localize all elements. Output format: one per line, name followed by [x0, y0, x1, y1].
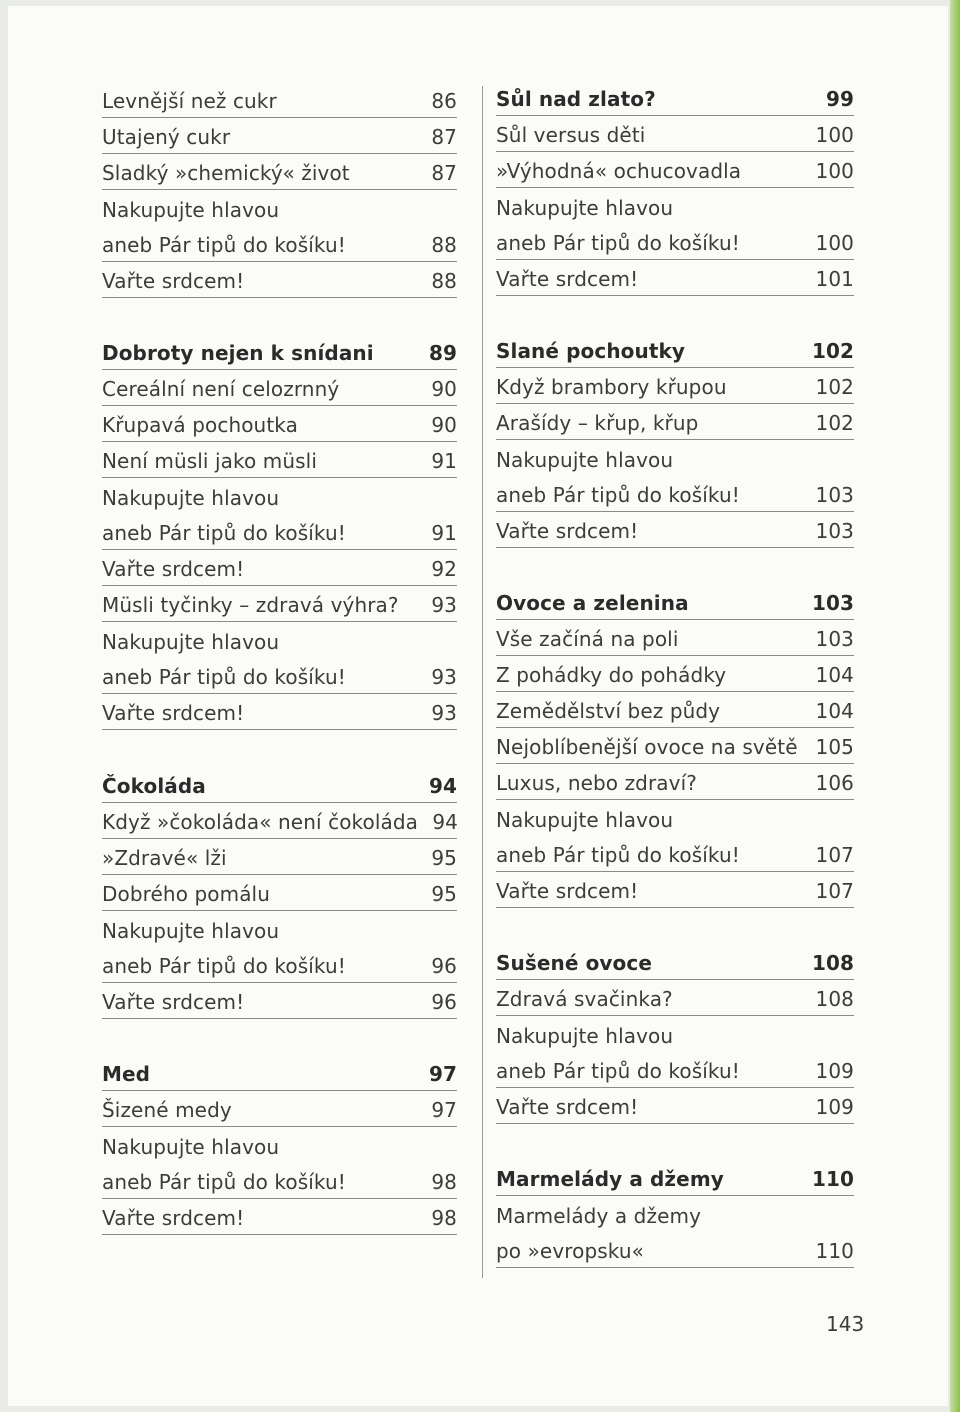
toc-entry-title: aneb Pár tipů do košíku! [496, 231, 740, 255]
toc-entry-page: 90 [431, 377, 457, 401]
toc-entry-title: »Zdravé« lži [102, 846, 227, 870]
toc-entry-page: 88 [431, 269, 457, 293]
toc-entry[interactable] [496, 260, 854, 296]
toc-entry-title: Šizené medy [102, 1098, 232, 1122]
toc-entry[interactable] [102, 875, 457, 911]
toc-entry[interactable] [102, 226, 457, 262]
toc-entry-title: Když brambory křupou [496, 375, 727, 399]
toc-entry-page: 108 [811, 951, 854, 975]
toc-entry-title: aneb Pár tipů do košíku! [496, 1059, 740, 1083]
toc-entry-title: Sůl versus děti [496, 123, 646, 147]
toc-entry[interactable] [496, 800, 854, 836]
toc-entry-title: Nejoblíbenější ovoce na světě [496, 735, 798, 759]
toc-entry-page: 95 [431, 846, 457, 870]
toc-entry-title: Nakupujte hlavou [102, 198, 280, 222]
toc-entry[interactable] [496, 692, 854, 728]
column-divider [482, 86, 483, 1278]
toc-entry-page: 109 [815, 1095, 854, 1119]
toc-entry-title: Když »čokoláda« není čokoláda [102, 810, 419, 834]
toc-entry-title: Arašídy – křup, křup [496, 411, 699, 435]
toc-entry-page: 91 [431, 521, 457, 545]
toc-entry-page: 93 [431, 665, 457, 689]
toc-entry[interactable] [496, 1016, 854, 1052]
toc-section-heading[interactable] [496, 584, 854, 620]
toc-entry-page [417, 943, 457, 947]
toc-entry[interactable] [496, 1196, 854, 1232]
toc-entry-page [417, 510, 457, 514]
toc-entry[interactable] [102, 694, 457, 730]
toc-entry-title: Nakupujte hlavou [102, 1135, 280, 1159]
toc-entry-title: Nakupujte hlavou [496, 1024, 674, 1048]
toc-entry-page: 94 [428, 774, 457, 798]
toc-entry[interactable] [496, 476, 854, 512]
toc-entry-page: 97 [431, 1098, 457, 1122]
toc-section-heading[interactable] [102, 1055, 457, 1091]
toc-section [102, 82, 457, 298]
toc-section-heading[interactable] [496, 332, 854, 368]
toc-entry-page: 105 [815, 735, 854, 759]
toc-entry-page: 96 [431, 990, 457, 1014]
toc-entry[interactable] [102, 190, 457, 226]
toc-entry[interactable] [496, 1052, 854, 1088]
toc-entry[interactable] [496, 728, 854, 764]
toc-entry-title: Ovoce a zelenina [496, 591, 689, 615]
toc-entry-title: Nakupujte hlavou [102, 919, 280, 943]
toc-entry[interactable] [102, 154, 457, 190]
toc-section-heading[interactable] [496, 944, 854, 980]
toc-entry-title: aneb Pár tipů do košíku! [102, 233, 346, 257]
toc-entry-page [417, 222, 457, 226]
toc-entry-title: Slané pochoutky [496, 339, 686, 363]
toc-entry-page: 97 [428, 1062, 457, 1086]
toc-entry-page: 98 [431, 1206, 457, 1230]
toc-entry[interactable] [496, 872, 854, 908]
toc-entry-page: 92 [431, 557, 457, 581]
toc-entry-page: 91 [431, 449, 457, 473]
page-number: 143 [826, 1312, 865, 1336]
toc-entry-title: Vařte srdcem! [102, 269, 245, 293]
toc-entry-title: Dobroty nejen k snídani [102, 341, 374, 365]
toc-entry[interactable] [102, 82, 457, 118]
toc-entry[interactable] [102, 839, 457, 875]
toc-entry-page: 104 [815, 699, 854, 723]
toc-entry-page: 103 [811, 591, 854, 615]
toc-entry[interactable] [102, 514, 457, 550]
toc-section-heading[interactable] [496, 80, 854, 116]
toc-entry[interactable] [496, 620, 854, 656]
toc-entry-title: Vařte srdcem! [496, 879, 639, 903]
toc-entry-page: 87 [431, 125, 457, 149]
toc-entry[interactable] [102, 911, 457, 947]
toc-entry-page: 94 [432, 810, 459, 834]
toc-entry-title: Nakupujte hlavou [496, 196, 674, 220]
toc-entry-title: Nakupujte hlavou [102, 486, 280, 510]
toc-entry-page [417, 1159, 457, 1163]
toc-entry-page: 103 [815, 627, 854, 651]
toc-entry-page [814, 1228, 854, 1232]
toc-section-heading[interactable] [102, 767, 457, 803]
toc-section [496, 332, 854, 548]
toc-entry-page: 102 [815, 375, 854, 399]
toc-entry[interactable] [102, 406, 457, 442]
toc-entry-page: 109 [815, 1059, 854, 1083]
toc-entry-page: 107 [815, 879, 854, 903]
toc-entry-page: 103 [815, 519, 854, 543]
toc-entry-title: aneb Pár tipů do košíku! [102, 954, 346, 978]
toc-entry-page [814, 472, 854, 476]
toc-entry[interactable] [496, 512, 854, 548]
toc-entry-title: Nakupujte hlavou [102, 630, 280, 654]
toc-entry[interactable] [102, 118, 457, 154]
toc-entry-title: po »evropsku« [496, 1239, 644, 1263]
toc-entry[interactable] [102, 1127, 457, 1163]
toc-entry-page: 107 [815, 843, 854, 867]
toc-entry-title: Med [102, 1062, 151, 1086]
toc-entry-title: Nakupujte hlavou [496, 448, 674, 472]
toc-entry-page: 93 [431, 593, 457, 617]
toc-entry-title: Sušené ovoce [496, 951, 653, 975]
toc-entry[interactable] [496, 152, 854, 188]
toc-entry[interactable] [102, 983, 457, 1019]
toc-entry-page: 87 [431, 161, 457, 185]
toc-entry[interactable] [496, 116, 854, 152]
toc-entry[interactable] [496, 224, 854, 260]
toc-entry-title: aneb Pár tipů do košíku! [102, 1170, 346, 1194]
toc-entry-title: Sladký »chemický« život [102, 161, 350, 185]
toc-entry[interactable] [496, 1088, 854, 1124]
toc-entry[interactable] [496, 764, 854, 800]
toc-section [102, 767, 457, 1019]
toc-entry-page: 106 [815, 771, 854, 795]
toc-section [496, 944, 854, 1124]
toc-entry-title: Z pohádky do pohádky [496, 663, 727, 687]
toc-entry-title: Vařte srdcem! [496, 519, 639, 543]
toc-entry-title: Vařte srdcem! [102, 701, 245, 725]
page-edge-green [950, 0, 960, 1412]
toc-entry-page: 96 [431, 954, 457, 978]
toc-entry-title: Müsli tyčinky – zdravá výhra? [102, 593, 399, 617]
toc-entry-page: 100 [815, 231, 854, 255]
toc-entry[interactable] [102, 370, 457, 406]
toc-entry[interactable] [102, 803, 457, 839]
toc-entry-title: aneb Pár tipů do košíku! [102, 521, 346, 545]
toc-entry-page [814, 1048, 854, 1052]
toc-entry-page: 108 [815, 987, 854, 1011]
toc-entry[interactable] [496, 368, 854, 404]
toc-entry-title: Levnější než cukr [102, 89, 277, 113]
toc-entry-page: 88 [431, 233, 457, 257]
toc-entry-title: Křupavá pochoutka [102, 413, 298, 437]
toc-entry-page: 100 [815, 123, 854, 147]
toc-entry-title: Není müsli jako müsli [102, 449, 317, 473]
toc-entry[interactable] [496, 1232, 854, 1268]
toc-entry[interactable] [102, 442, 457, 478]
toc-entry[interactable] [102, 478, 457, 514]
toc-entry-title: Nakupujte hlavou [496, 808, 674, 832]
toc-entry[interactable] [102, 1199, 457, 1235]
toc-entry-title: »Výhodná« ochucovadla [496, 159, 742, 183]
toc-entry[interactable] [496, 404, 854, 440]
toc-entry[interactable] [496, 188, 854, 224]
toc-entry[interactable] [102, 550, 457, 586]
toc-entry-title: aneb Pár tipů do košíku! [496, 483, 740, 507]
toc-entry-page: 104 [815, 663, 854, 687]
toc-entry-page: 86 [431, 89, 457, 113]
toc-entry[interactable] [102, 622, 457, 658]
toc-entry-title: Vařte srdcem! [102, 557, 245, 581]
toc-entry-page: 102 [815, 411, 854, 435]
toc-section-heading[interactable] [496, 1160, 854, 1196]
toc-entry[interactable] [496, 980, 854, 1016]
toc-entry[interactable] [102, 586, 457, 622]
toc-entry-page: 102 [811, 339, 854, 363]
toc-entry-title: Utajený cukr [102, 125, 231, 149]
toc-entry-title: Vařte srdcem! [102, 990, 245, 1014]
toc-entry-page: 90 [431, 413, 457, 437]
toc-entry-page: 95 [431, 882, 457, 906]
toc-entry[interactable] [102, 947, 457, 983]
toc-entry-page [417, 654, 457, 658]
toc-entry-title: Zdravá svačinka? [496, 987, 673, 1011]
toc-entry[interactable] [102, 658, 457, 694]
toc-entry-title: Luxus, nebo zdraví? [496, 771, 697, 795]
toc-entry-title: Vše začíná na poli [496, 627, 679, 651]
toc-entry-title: aneb Pár tipů do košíku! [496, 843, 740, 867]
toc-entry[interactable] [496, 836, 854, 872]
toc-entry-page: 101 [815, 267, 854, 291]
toc-entry-page: 100 [815, 159, 854, 183]
toc-entry-title: Vařte srdcem! [496, 1095, 639, 1119]
toc-entry-title: Vařte srdcem! [496, 267, 639, 291]
toc-entry-page: 103 [815, 483, 854, 507]
toc-entry[interactable] [496, 440, 854, 476]
toc-section [496, 80, 854, 296]
toc-entry-title: Zemědělství bez půdy [496, 699, 721, 723]
toc-section-heading[interactable] [102, 334, 457, 370]
toc-entry-page: 110 [815, 1239, 854, 1263]
toc-entry[interactable] [102, 1163, 457, 1199]
toc-entry-title: Sůl nad zlato? [496, 87, 656, 111]
toc-section [496, 584, 854, 908]
toc-entry-page: 110 [811, 1167, 854, 1191]
toc-entry-title: Čokoláda [102, 774, 206, 798]
toc-section [102, 334, 457, 730]
toc-entry-page: 98 [431, 1170, 457, 1194]
toc-entry-title: Marmelády a džemy [496, 1167, 724, 1191]
toc-entry-title: Dobrého pomálu [102, 882, 270, 906]
toc-entry-page: 99 [825, 87, 854, 111]
toc-entry[interactable] [102, 1091, 457, 1127]
toc-entry-page: 93 [431, 701, 457, 725]
toc-entry-title: Cereální není celozrnný [102, 377, 340, 401]
toc-section [102, 1055, 457, 1235]
toc-entry-title: Vařte srdcem! [102, 1206, 245, 1230]
toc-section [496, 1160, 854, 1268]
toc-entry-page: 89 [428, 341, 457, 365]
toc-entry-page [814, 220, 854, 224]
toc-entry[interactable] [102, 262, 457, 298]
toc-entry-page [814, 832, 854, 836]
toc-entry-title: aneb Pár tipů do košíku! [102, 665, 346, 689]
toc-entry[interactable] [496, 656, 854, 692]
toc-entry-title: Marmelády a džemy [496, 1204, 702, 1228]
